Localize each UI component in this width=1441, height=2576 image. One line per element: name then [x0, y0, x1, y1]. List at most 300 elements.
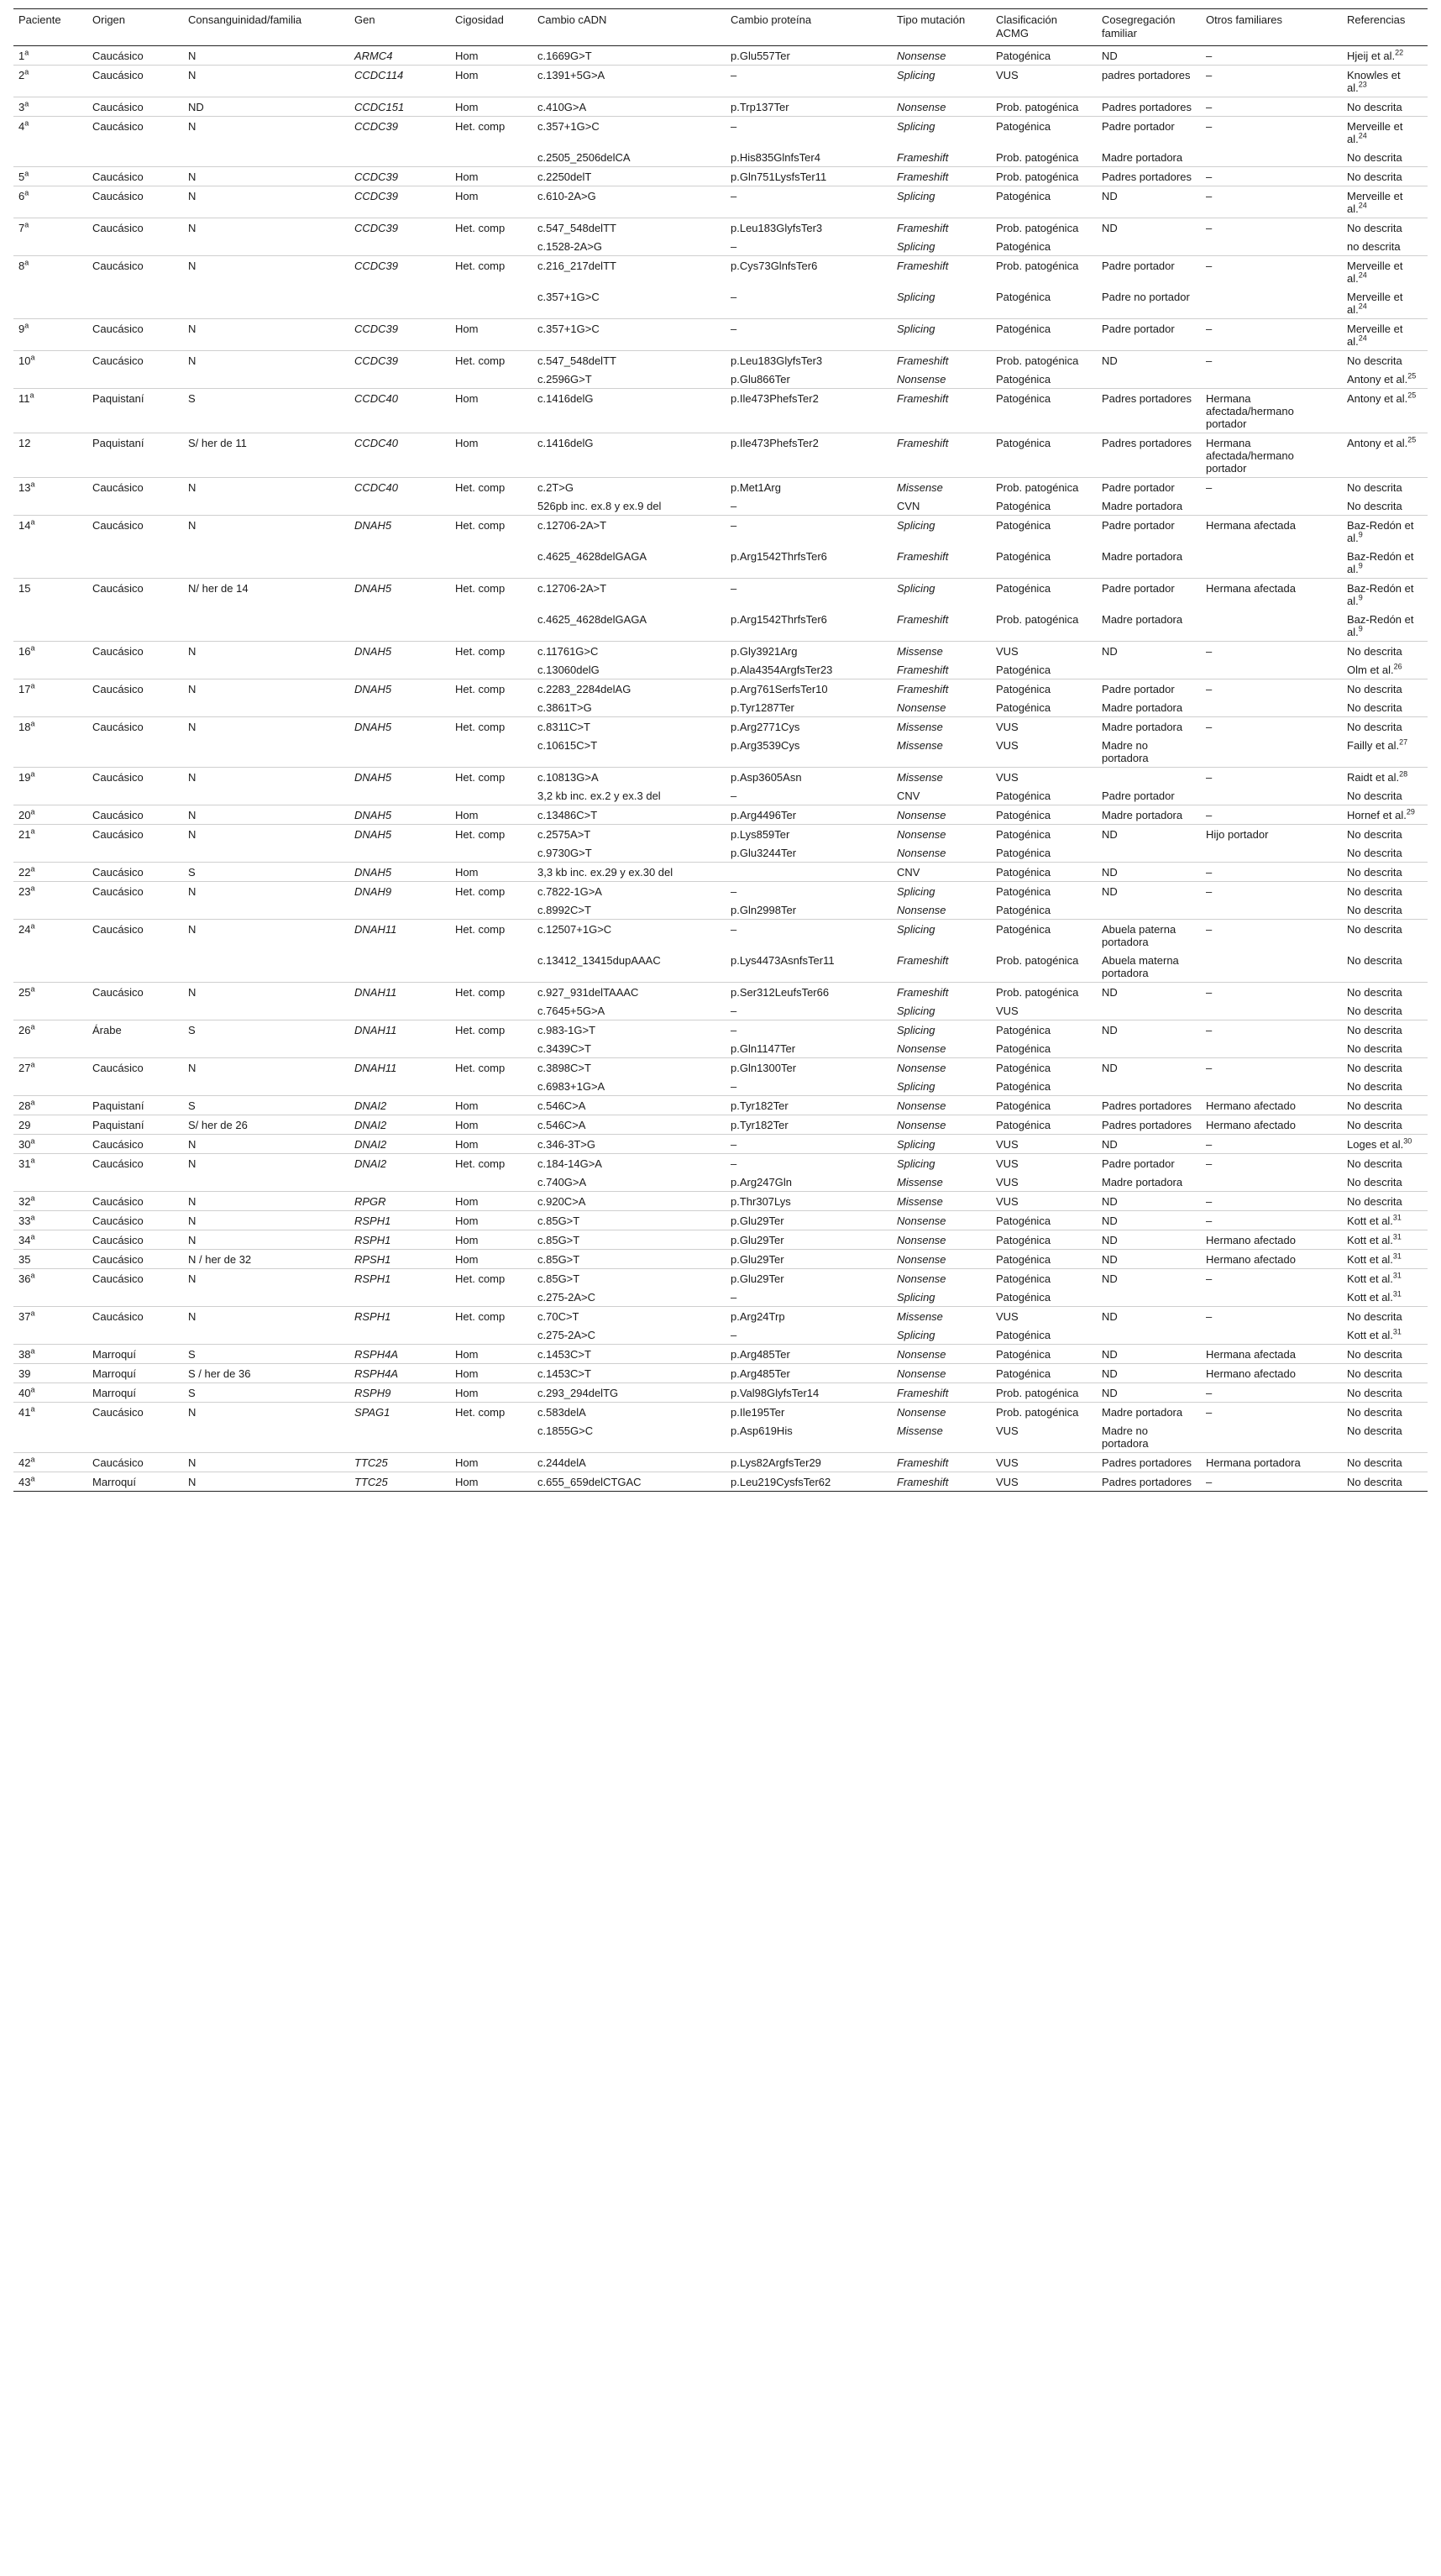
empty-cell — [450, 1077, 532, 1096]
mutation-type-text: Frameshift — [897, 613, 949, 626]
mutation-type-text: Frameshift — [897, 550, 949, 563]
table-row — [13, 237, 1428, 256]
acmg-classification-text: VUS — [996, 1310, 1019, 1323]
mutation-type-text: Nonsense — [897, 1406, 946, 1419]
family-cosegregation — [1097, 237, 1201, 256]
protein-change-text: p.Arg1542ThrfsTer6 — [731, 613, 827, 626]
patient-zygosity — [450, 882, 532, 901]
reference — [1342, 1230, 1428, 1250]
other-relatives — [1201, 319, 1342, 351]
protein-change-text: p.Asp3605Asn — [731, 771, 802, 784]
reference-text: No descrita — [1347, 1387, 1402, 1399]
protein-change-text: – — [731, 69, 737, 81]
protein-change-text: p.Glu29Ter — [731, 1272, 784, 1285]
empty-cell — [183, 660, 349, 679]
empty-cell — [13, 547, 87, 579]
patient-origin — [87, 1383, 183, 1403]
family-cosegregation — [1097, 1135, 1201, 1154]
family-cosegregation-text: ND — [1102, 1348, 1118, 1361]
reference — [1342, 1325, 1428, 1345]
patient-id-text: 42 — [18, 1456, 31, 1469]
patient-zygosity — [450, 186, 532, 218]
mutation-type — [892, 1269, 991, 1288]
patient-consanguinity — [183, 351, 349, 370]
protein-change — [726, 610, 892, 642]
acmg-classification-text: Prob. patogénica — [996, 101, 1079, 113]
table-row — [13, 983, 1428, 1002]
table-row — [13, 516, 1428, 548]
patient-zygosity — [450, 1250, 532, 1269]
mutation-type-text: Missense — [897, 1310, 943, 1323]
protein-change-text: – — [731, 885, 737, 898]
table-row — [13, 660, 1428, 679]
patient-id-text: 17 — [18, 683, 31, 695]
empty-cell — [1201, 237, 1342, 256]
patient-gene-text: CCDC151 — [354, 101, 405, 113]
other-relatives-text: Hermana portadora — [1206, 1456, 1301, 1469]
table-body — [13, 46, 1428, 1492]
patient-origin — [87, 1115, 183, 1135]
patient-id — [13, 516, 87, 548]
family-cosegregation — [1097, 186, 1201, 218]
protein-change-text: p.Val98GlyfsTer14 — [731, 1387, 820, 1399]
cdna-change-text: c.547_548delTT — [537, 354, 616, 367]
cdna-change — [532, 1077, 726, 1096]
table-row — [13, 167, 1428, 186]
protein-change — [726, 717, 892, 737]
patient-id — [13, 1453, 87, 1472]
empty-cell — [183, 1421, 349, 1453]
other-relatives-text: Hermana afectada — [1206, 519, 1296, 532]
mutation-type — [892, 516, 991, 548]
protein-change-text: – — [731, 1080, 737, 1093]
patient-origin — [87, 679, 183, 699]
acmg-classification-text: VUS — [996, 1138, 1019, 1151]
family-cosegregation — [1097, 1383, 1201, 1403]
patient-id-text: 11 — [18, 392, 30, 405]
patient-zygosity-text: Hom — [455, 323, 479, 335]
patient-origin — [87, 97, 183, 117]
patient-zygosity-text: Het. comp — [455, 519, 506, 532]
cdna-change-text: c.275-2A>C — [537, 1329, 596, 1341]
reference — [1342, 805, 1428, 825]
acmg-classification-text: Patogénica — [996, 190, 1051, 202]
protein-change-text: p.Tyr182Ter — [731, 1099, 789, 1112]
patient-origin-text: Caucásico — [92, 260, 144, 272]
family-cosegregation — [1097, 351, 1201, 370]
family-cosegregation — [1097, 900, 1201, 920]
mutation-type-text: Splicing — [897, 1024, 935, 1036]
cdna-change-text: 3,3 kb inc. ex.29 y ex.30 del — [537, 866, 673, 879]
patient-origin-text: Caucásico — [92, 69, 144, 81]
other-relatives-text: Hermano afectado — [1206, 1119, 1296, 1131]
other-relatives-text: Hermano afectado — [1206, 1234, 1296, 1246]
mutation-type-text: Splicing — [897, 1157, 935, 1170]
table-row — [13, 1001, 1428, 1020]
protein-change — [726, 319, 892, 351]
mutation-type-text: Splicing — [897, 120, 935, 133]
cdna-change-text: c.2T>G — [537, 481, 574, 494]
patient-id — [13, 389, 87, 433]
other-relatives-text: – — [1206, 171, 1213, 183]
patient-id-superscript: a — [24, 67, 29, 76]
reference-text: No descrita — [1347, 1042, 1402, 1055]
patient-id-text: 20 — [18, 809, 31, 821]
reference-text: No descrita — [1347, 721, 1402, 733]
reference-text: No descrita — [1347, 1367, 1402, 1380]
empty-cell — [13, 1288, 87, 1307]
acmg-classification — [991, 786, 1097, 805]
other-relatives-text: – — [1206, 645, 1213, 658]
other-relatives — [1201, 679, 1342, 699]
other-relatives — [1201, 768, 1342, 787]
acmg-classification — [991, 1192, 1097, 1211]
mutation-type-text: Frameshift — [897, 954, 949, 967]
patient-zygosity-text: Het. comp — [455, 986, 506, 999]
family-cosegregation — [1097, 547, 1201, 579]
cdna-change-text: c.983-1G>T — [537, 1024, 596, 1036]
patient-zygosity — [450, 1135, 532, 1154]
other-relatives — [1201, 717, 1342, 737]
empty-cell — [87, 287, 183, 319]
family-cosegregation-text: Madre portadora — [1102, 151, 1183, 164]
protein-change — [726, 1250, 892, 1269]
cdna-change — [532, 1421, 726, 1453]
empty-cell — [450, 1173, 532, 1192]
patient-id-text: 34 — [18, 1234, 31, 1246]
patient-consanguinity-text: ND — [188, 101, 204, 113]
patient-zygosity — [450, 1472, 532, 1492]
family-cosegregation — [1097, 1211, 1201, 1230]
patient-origin-text: Caucásico — [92, 50, 144, 62]
patient-id — [13, 1403, 87, 1422]
cdna-change — [532, 1173, 726, 1192]
patient-id-text: 18 — [18, 721, 31, 733]
table-row — [13, 951, 1428, 983]
patient-gene-text: DNAH5 — [354, 809, 392, 821]
cdna-change-text: c.293_294delTG — [537, 1387, 619, 1399]
empty-cell — [13, 1039, 87, 1058]
acmg-classification-text: Patogénica — [996, 500, 1051, 512]
patient-consanguinity-text: N — [188, 645, 196, 658]
reference-superscript: 24 — [1358, 333, 1367, 343]
patient-origin — [87, 351, 183, 370]
patient-id-superscript: a — [24, 99, 29, 108]
family-cosegregation-text: ND — [1102, 1253, 1118, 1266]
cdna-change — [532, 218, 726, 238]
family-cosegregation-text: Madre portadora — [1102, 721, 1183, 733]
patient-gene — [349, 1250, 450, 1269]
patient-zygosity-text: Hom — [455, 1476, 479, 1488]
protein-change — [726, 1383, 892, 1403]
mutation-type — [892, 1039, 991, 1058]
empty-cell — [183, 900, 349, 920]
family-cosegregation — [1097, 786, 1201, 805]
patient-id-text: 23 — [18, 885, 31, 898]
protein-change — [726, 148, 892, 167]
cdna-change-text: c.546C>A — [537, 1099, 586, 1112]
family-cosegregation — [1097, 1039, 1201, 1058]
acmg-classification — [991, 186, 1097, 218]
patient-id — [13, 863, 87, 882]
patient-id-text: 3 — [18, 101, 25, 113]
reference — [1342, 66, 1428, 97]
patient-zygosity — [450, 768, 532, 787]
patient-origin-text: Marroquí — [92, 1476, 137, 1488]
protein-change-text: p.Trp137Ter — [731, 101, 789, 113]
mutation-type — [892, 237, 991, 256]
cdna-change — [532, 1020, 726, 1040]
patient-origin-text: Paquistaní — [92, 1119, 144, 1131]
family-cosegregation — [1097, 66, 1201, 97]
acmg-classification — [991, 319, 1097, 351]
patient-consanguinity — [183, 768, 349, 787]
table-row — [13, 389, 1428, 433]
mutation-type — [892, 843, 991, 863]
protein-change — [726, 679, 892, 699]
table-row — [13, 186, 1428, 218]
protein-change — [726, 1269, 892, 1288]
other-relatives — [1201, 825, 1342, 844]
family-cosegregation-text: ND — [1102, 1195, 1118, 1208]
patient-gene — [349, 97, 450, 117]
patient-origin — [87, 1472, 183, 1492]
patient-id-superscript: a — [30, 921, 35, 931]
patient-id-superscript: a — [30, 1404, 35, 1414]
patient-consanguinity — [183, 882, 349, 901]
patient-consanguinity — [183, 1192, 349, 1211]
family-cosegregation-text: Madre no portadora — [1102, 1424, 1149, 1450]
acmg-classification — [991, 1364, 1097, 1383]
protein-change — [726, 1230, 892, 1250]
cdna-change-text: 526pb inc. ex.8 y ex.9 del — [537, 500, 662, 512]
patient-origin-text: Caucásico — [92, 222, 144, 234]
family-cosegregation-text: ND — [1102, 1272, 1118, 1285]
family-cosegregation — [1097, 863, 1201, 882]
variants-table — [13, 8, 1428, 1492]
protein-change-text: p.Tyr182Ter — [731, 1119, 789, 1131]
acmg-classification-text: Patogénica — [996, 582, 1051, 595]
reference-superscript: 31 — [1392, 1213, 1402, 1222]
empty-cell — [450, 951, 532, 983]
patient-consanguinity-text: S/ her de 26 — [188, 1119, 248, 1131]
patient-origin — [87, 717, 183, 737]
patient-consanguinity — [183, 920, 349, 952]
patient-origin — [87, 66, 183, 97]
patient-origin-text: Caucásico — [92, 481, 144, 494]
patient-consanguinity — [183, 805, 349, 825]
patient-consanguinity — [183, 66, 349, 97]
table-row — [13, 46, 1428, 66]
empty-cell — [450, 900, 532, 920]
acmg-classification-text: Patogénica — [996, 1348, 1051, 1361]
empty-cell — [1201, 1421, 1342, 1453]
patient-gene — [349, 351, 450, 370]
patient-id — [13, 1345, 87, 1364]
empty-cell — [450, 843, 532, 863]
protein-change-text: p.Leu219CysfsTer62 — [731, 1476, 831, 1488]
other-relatives-text: – — [1206, 69, 1213, 81]
mutation-type-text: Splicing — [897, 885, 935, 898]
other-relatives-text: – — [1206, 323, 1213, 335]
cdna-change — [532, 951, 726, 983]
family-cosegregation — [1097, 768, 1201, 787]
patient-consanguinity-text: N — [188, 260, 196, 272]
acmg-classification — [991, 287, 1097, 319]
acmg-classification — [991, 698, 1097, 717]
cdna-change — [532, 1096, 726, 1115]
reference-text: Antony et al. — [1347, 373, 1408, 386]
patient-gene — [349, 1345, 450, 1364]
patient-consanguinity-text: S — [188, 1387, 196, 1399]
patient-id-text: 32 — [18, 1195, 31, 1208]
patient-origin — [87, 46, 183, 66]
cdna-change — [532, 1192, 726, 1211]
reference-text: Antony et al. — [1347, 437, 1408, 449]
mutation-type — [892, 287, 991, 319]
patient-zygosity-text: Hom — [455, 866, 479, 879]
patient-id-text: 12 — [18, 437, 31, 449]
patient-consanguinity — [183, 1096, 349, 1115]
patient-origin-text: Caucásico — [92, 120, 144, 133]
patient-id — [13, 882, 87, 901]
cdna-change-text: c.1528-2A>G — [537, 240, 602, 253]
protein-change-text: – — [731, 923, 737, 936]
reference-text: No descrita — [1347, 828, 1402, 841]
acmg-classification — [991, 1472, 1097, 1492]
family-cosegregation-text: Padres portadores — [1102, 437, 1192, 449]
table-row — [13, 1173, 1428, 1192]
acmg-classification — [991, 1453, 1097, 1472]
patient-id-superscript: a — [30, 1309, 35, 1318]
reference-text: No descrita — [1347, 1080, 1402, 1093]
family-cosegregation — [1097, 920, 1201, 952]
empty-cell — [450, 736, 532, 768]
patient-consanguinity — [183, 983, 349, 1002]
empty-cell — [13, 1173, 87, 1192]
patient-gene — [349, 1403, 450, 1422]
protein-change-text: p.Leu183GlyfsTer3 — [731, 222, 823, 234]
family-cosegregation — [1097, 1453, 1201, 1472]
mutation-type-text: Nonsense — [897, 101, 946, 113]
patient-consanguinity-text: N — [188, 809, 196, 821]
protein-change-text: p.Arg761SerfsTer10 — [731, 683, 828, 695]
family-cosegregation-text: padres portadores — [1102, 69, 1191, 81]
acmg-classification — [991, 66, 1097, 97]
patient-gene — [349, 579, 450, 611]
patient-gene — [349, 1364, 450, 1383]
other-relatives-text: Hermano afectado — [1206, 1253, 1296, 1266]
patient-gene — [349, 1115, 450, 1135]
table-row — [13, 1192, 1428, 1211]
patient-zygosity-text: Hom — [455, 1215, 479, 1227]
empty-cell — [450, 786, 532, 805]
acmg-classification-text: Prob. patogénica — [996, 171, 1079, 183]
reference-text: Kott et al. — [1347, 1329, 1393, 1341]
table-row — [13, 547, 1428, 579]
patient-gene-text: DNAH9 — [354, 885, 392, 898]
patient-origin — [87, 579, 183, 611]
reference-text: No descrita — [1347, 1195, 1402, 1208]
cdna-change-text: c.610-2A>G — [537, 190, 596, 202]
cdna-change — [532, 547, 726, 579]
cdna-change-text: c.1391+5G>A — [537, 69, 605, 81]
header-consanguinidad: Consanguinidad/familia — [183, 9, 349, 46]
patient-gene — [349, 46, 450, 66]
patient-id-text: 30 — [18, 1138, 31, 1151]
mutation-type — [892, 1472, 991, 1492]
reference-text: Hornef et al. — [1347, 809, 1407, 821]
reference-text: No descrita — [1347, 683, 1402, 695]
table-row — [13, 1230, 1428, 1250]
cdna-change — [532, 117, 726, 149]
acmg-classification — [991, 117, 1097, 149]
mutation-type — [892, 496, 991, 516]
protein-change — [726, 1154, 892, 1173]
protein-change-text: p.Arg1542ThrfsTer6 — [731, 550, 827, 563]
patient-id-superscript: a — [30, 826, 35, 836]
patient-gene-text: DNAH11 — [354, 1062, 397, 1074]
protein-change — [726, 983, 892, 1002]
patient-gene — [349, 1211, 450, 1230]
patient-gene — [349, 66, 450, 97]
protein-change — [726, 825, 892, 844]
empty-cell — [349, 1039, 450, 1058]
mutation-type — [892, 1058, 991, 1078]
patient-gene — [349, 983, 450, 1002]
patient-gene-text: DNAH5 — [354, 519, 392, 532]
patient-origin — [87, 1269, 183, 1288]
reference — [1342, 370, 1428, 389]
patient-zygosity-text: Hom — [455, 1234, 479, 1246]
mutation-type-text: Nonsense — [897, 904, 946, 916]
mutation-type — [892, 148, 991, 167]
patient-consanguinity-text: N — [188, 923, 196, 936]
patient-gene — [349, 882, 450, 901]
table-row — [13, 1453, 1428, 1472]
empty-cell — [450, 237, 532, 256]
cdna-change-text: c.13486C>T — [537, 809, 598, 821]
acmg-classification-text: Prob. patogénica — [996, 354, 1079, 367]
empty-cell — [87, 1077, 183, 1096]
protein-change — [726, 805, 892, 825]
patient-origin — [87, 1345, 183, 1364]
empty-cell — [450, 610, 532, 642]
patient-consanguinity-text: N — [188, 1456, 196, 1469]
patient-zygosity — [450, 863, 532, 882]
patient-zygosity — [450, 1307, 532, 1326]
acmg-classification — [991, 1230, 1097, 1250]
header-paciente: Paciente — [13, 9, 87, 46]
reference-text: No descrita — [1347, 1024, 1402, 1036]
patient-gene — [349, 920, 450, 952]
empty-cell — [450, 496, 532, 516]
other-relatives — [1201, 66, 1342, 97]
cdna-change-text: c.7822-1G>A — [537, 885, 602, 898]
acmg-classification — [991, 496, 1097, 516]
protein-change-text: p.Glu557Ter — [731, 50, 790, 62]
family-cosegregation — [1097, 1269, 1201, 1288]
patient-origin — [87, 389, 183, 433]
patient-consanguinity-text: N — [188, 1406, 196, 1419]
other-relatives-text: – — [1206, 1062, 1213, 1074]
patient-id-text: 10 — [18, 354, 31, 367]
protein-change-text: p.Arg3539Cys — [731, 739, 800, 752]
patient-id — [13, 717, 87, 737]
other-relatives-text: – — [1206, 190, 1213, 202]
cdna-change — [532, 679, 726, 699]
family-cosegregation — [1097, 478, 1201, 497]
